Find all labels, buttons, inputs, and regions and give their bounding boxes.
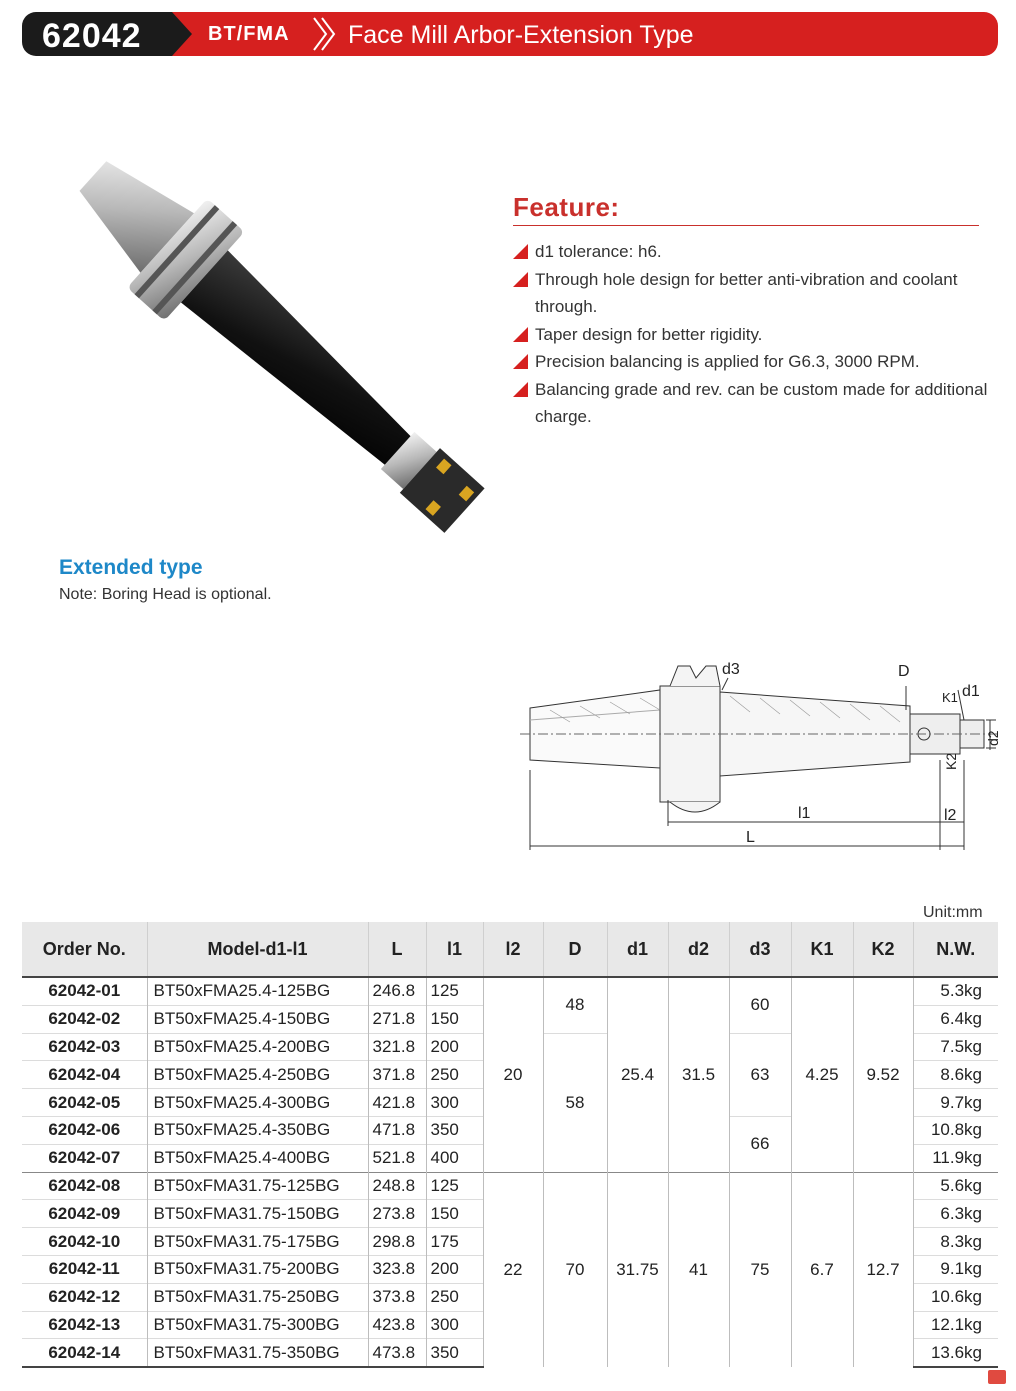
col-l1: l1 [426,922,483,977]
triangle-bullet-icon [513,272,528,287]
table-cell: 62042-02 [22,1005,147,1033]
table-cell: 62042-05 [22,1089,147,1117]
table-cell: 321.8 [368,1033,426,1061]
table-cell: 246.8 [368,977,426,1005]
table-cell: BT50xFMA25.4-150BG [147,1005,368,1033]
col-K1: K1 [791,922,853,977]
table-cell: BT50xFMA31.75-175BG [147,1228,368,1256]
table-cell: 8.3kg [913,1228,998,1256]
label-l1: l1 [798,805,811,822]
table-cell: 371.8 [368,1061,426,1089]
product-code: 62042 [42,17,142,55]
table-cell: 63 [729,1033,791,1116]
col-nw: N.W. [913,922,998,977]
label-l2: l2 [944,807,957,824]
unit-label: Unit:mm [923,904,983,921]
table-cell: 62042-11 [22,1255,147,1283]
table-cell: 62042-06 [22,1116,147,1144]
table-cell: 350 [426,1339,483,1367]
col-model: Model-d1-l1 [147,922,368,977]
col-l2: l2 [483,922,543,977]
extended-type-note: Note: Boring Head is optional. [59,586,272,603]
table-cell: BT50xFMA31.75-150BG [147,1200,368,1228]
col-d3: d3 [729,922,791,977]
col-d1: d1 [607,922,668,977]
table-cell: 271.8 [368,1005,426,1033]
feature-item: Through hole design for better anti-vibration and coolant through. [513,266,1008,321]
table-cell: 8.6kg [913,1061,998,1089]
table-row [22,977,998,1005]
table-cell: BT50xFMA25.4-200BG [147,1033,368,1061]
table-cell: 7.5kg [913,1033,998,1061]
table-cell: 9.1kg [913,1255,998,1283]
table-cell: 62042-14 [22,1339,147,1367]
table-cell: 10.8kg [913,1116,998,1144]
table-cell: BT50xFMA31.75-350BG [147,1339,368,1367]
table-cell: 62042-01 [22,977,147,1005]
col-L: L [368,922,426,977]
feature-title: Feature: [513,192,620,222]
feature-divider [513,225,979,226]
table-cell: 150 [426,1200,483,1228]
table-cell: 13.6kg [913,1339,998,1367]
table-cell: 62042-09 [22,1200,147,1228]
feature-item: Taper design for better rigidity. [513,321,1008,349]
table-cell: 5.6kg [913,1172,998,1200]
extended-type-title: Extended type [59,556,203,579]
table-cell: 150 [426,1005,483,1033]
table-cell: 62042-08 [22,1172,147,1200]
table-cell: 6.4kg [913,1005,998,1033]
table-cell: BT50xFMA25.4-250BG [147,1061,368,1089]
table-cell: 22 [483,1172,543,1367]
table-cell: 4.25 [791,977,853,1172]
table-cell: 6.7 [791,1172,853,1367]
table-cell: 9.52 [853,977,913,1172]
table-cell: 41 [668,1172,729,1367]
table-cell: 20 [483,977,543,1172]
triangle-bullet-icon [513,382,528,397]
label-d1: d1 [962,683,980,700]
tool-holder-image [40,110,510,570]
triangle-bullet-icon [513,354,528,369]
product-series: BT/FMA [208,23,290,45]
table-cell: 250 [426,1061,483,1089]
label-d2: d2 [985,730,1001,746]
table-cell: 471.8 [368,1116,426,1144]
triangle-bullet-icon [513,244,528,259]
feature-item: Precision balancing is applied for G6.3, 3000 RPM. [513,348,1008,376]
table-cell: BT50xFMA31.75-125BG [147,1172,368,1200]
table-row [22,1172,998,1200]
label-d3: d3 [722,661,740,678]
table-cell: 373.8 [368,1283,426,1311]
table-cell: 12.1kg [913,1311,998,1339]
table-cell: 400 [426,1144,483,1172]
table-cell: 48 [543,977,607,1033]
col-D: D [543,922,607,977]
table-cell: 31.5 [668,977,729,1172]
label-K2: K2 [943,752,959,770]
label-D: D [898,663,910,680]
spec-table [22,922,998,1368]
table-cell: 9.7kg [913,1089,998,1117]
chevron-right-icon [310,12,340,56]
table-cell: 200 [426,1255,483,1283]
table-cell: BT50xFMA31.75-300BG [147,1311,368,1339]
page-title: Face Mill Arbor-Extension Type [348,21,694,49]
table-cell: 273.8 [368,1200,426,1228]
table-cell: BT50xFMA31.75-250BG [147,1283,368,1311]
table-cell: 248.8 [368,1172,426,1200]
table-cell: 473.8 [368,1339,426,1367]
feature-list [513,238,1008,431]
table-cell: 421.8 [368,1089,426,1117]
feature-item: d1 tolerance: h6. [513,238,1008,266]
triangle-bullet-icon [513,327,528,342]
technical-drawing [520,650,1016,860]
table-cell: 423.8 [368,1311,426,1339]
table-cell: 11.9kg [913,1144,998,1172]
table-cell: BT50xFMA25.4-400BG [147,1144,368,1172]
table-cell: 125 [426,1172,483,1200]
table-cell: 323.8 [368,1255,426,1283]
table-cell: 60 [729,977,791,1033]
label-K1: K1 [942,690,958,705]
table-cell: 75 [729,1172,791,1367]
table-cell: 300 [426,1311,483,1339]
table-cell: 6.3kg [913,1200,998,1228]
table-cell: 62042-12 [22,1283,147,1311]
table-cell: BT50xFMA25.4-350BG [147,1116,368,1144]
page-corner-mark [988,1370,1006,1384]
table-cell: 62042-04 [22,1061,147,1089]
table-cell: 350 [426,1116,483,1144]
table-cell: 62042-07 [22,1144,147,1172]
table-cell: 62042-10 [22,1228,147,1256]
table-cell: 12.7 [853,1172,913,1367]
table-cell: BT50xFMA25.4-300BG [147,1089,368,1117]
table-cell: 250 [426,1283,483,1311]
col-K2: K2 [853,922,913,977]
table-cell: 5.3kg [913,977,998,1005]
table-header-row [22,922,998,977]
feature-item: Balancing grade and rev. can be custom made for additional charge. [513,376,1008,431]
table-cell: 25.4 [607,977,668,1172]
table-cell: 58 [543,1033,607,1172]
table-cell: 10.6kg [913,1283,998,1311]
table-cell: 175 [426,1228,483,1256]
table-cell: 521.8 [368,1144,426,1172]
label-L: L [746,829,755,846]
col-d2: d2 [668,922,729,977]
table-cell: 200 [426,1033,483,1061]
table-cell: 62042-13 [22,1311,147,1339]
table-cell: 70 [543,1172,607,1367]
header-banner [22,12,998,56]
table-cell: 298.8 [368,1228,426,1256]
table-cell: 125 [426,977,483,1005]
table-cell: BT50xFMA25.4-125BG [147,977,368,1005]
table-cell: 300 [426,1089,483,1117]
table-cell: 31.75 [607,1172,668,1367]
col-order-no: Order No. [22,922,147,977]
table-cell: BT50xFMA31.75-200BG [147,1255,368,1283]
table-cell: 62042-03 [22,1033,147,1061]
table-cell: 66 [729,1116,791,1172]
